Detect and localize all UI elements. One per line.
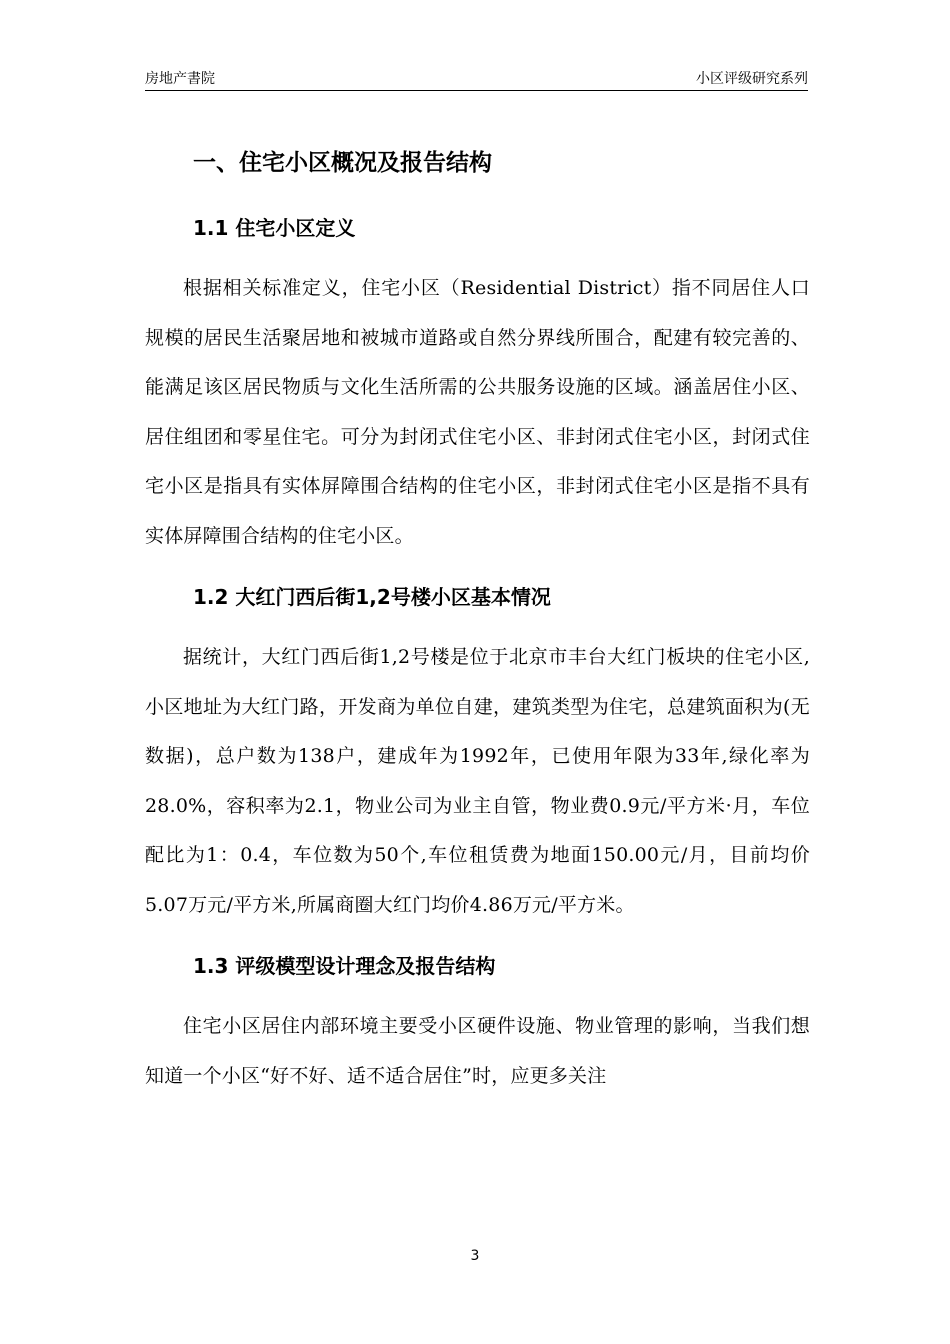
- header-right-text: 小区评级研究系列: [696, 71, 808, 87]
- section-paragraph-1-3: 住宅小区居住内部环境主要受小区硬件设施、物业管理的影响，当我们想知道一个小区“好不好、适不适合居住”时，应更多关注: [145, 1015, 810, 1087]
- chapter-title: 一、住宅小区概况及报告结构: [193, 150, 492, 176]
- page-number: 3: [470, 1248, 480, 1264]
- section-title-1-1: 1.1 住宅小区定义: [193, 216, 356, 240]
- header-left-text: 房地产書院: [145, 71, 215, 87]
- section-paragraph-1-2: 据统计，大红门西后街1,2号楼是位于北京市丰台大红门板块的住宅小区,小区地址为大红门路，开发商为单位自建，建筑类型为住宅，总建筑面积为(无数据)，总户数为138户，建成年为1992年，已使用年限为33年,绿化率为28.0%，容积率为2.1，物业公司为业主自管，物业费0.9元/平方米·月，车位配比为1：0.4，车位数为50个,车位租赁费为地面150.00元/月，目前均价5.07万元/平方米,所属商圈大红门均价4.86万元/平方米。: [145, 646, 810, 916]
- section-paragraph-1-1: 根据相关标准定义，住宅小区（Residential District）指不同居住人口规模的居民生活聚居地和被城市道路或自然分界线所围合，配建有较完善的、能满足该区居民物质与文化生活所需的公共服务设施的区域。涵盖居住小区、居住组团和零星住宅。可分为封闭式住宅小区、非封闭式住宅小区，封闭式住宅小区是指具有实体屏障围合结构的住宅小区，非封闭式住宅小区是指不具有实体屏障围合结构的住宅小区。: [145, 277, 810, 547]
- section-title-1-2: 1.2 大红门西后街1,2号楼小区基本情况: [193, 585, 551, 609]
- page-header: [145, 64, 808, 91]
- section-title-1-3: 1.3 评级模型设计理念及报告结构: [193, 954, 496, 978]
- page-content: [145, 140, 810, 1101]
